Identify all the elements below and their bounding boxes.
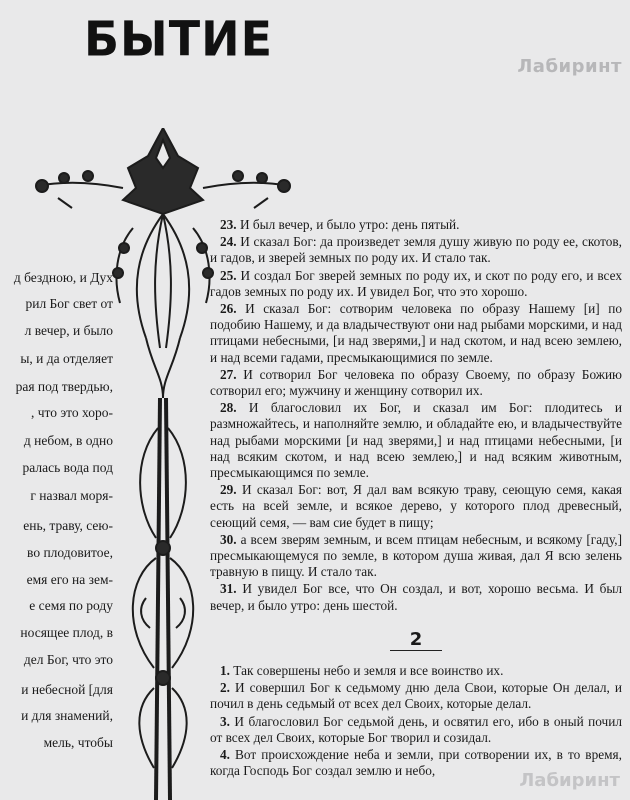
verse xyxy=(210,714,622,746)
watermark-logo-bottom: Лабиринт xyxy=(519,770,620,791)
verse-text: И создал Бог зверей земных по роду их, и скот по роду его, и всех гадов земных по роду их. И увидел Бог, что это хорошо. xyxy=(210,267,622,299)
verse-number: 23. xyxy=(220,217,237,232)
verse-number: 2. xyxy=(220,680,230,696)
verse-number: 31. xyxy=(220,581,237,597)
verse-text: И сказал Бог: да произведет земля душу живую по роду ее, скотов, и гадов, и зверей земных по роду их. И стало так. xyxy=(210,234,622,266)
left-column-line: и небесной [для xyxy=(21,682,113,697)
verse xyxy=(210,301,622,366)
verse-number: 30. xyxy=(220,531,237,547)
verse-number: 27. xyxy=(220,366,237,382)
left-column-line: ень, траву, сею- xyxy=(23,518,113,533)
verse-text: И сказал Бог: вот, Я дал вам всякую траву, сеющую семя, какая есть на всей земле, и всякое дерево, у которого плод древесный, сеющий семя, — вам сие будет в пищу; xyxy=(210,482,622,530)
verse-text: И совершил Бог к седьмому дню дела Свои, которые Он делал, и почил в день седьмый от всех дел Своих, которые делал. xyxy=(210,680,622,712)
verse xyxy=(210,268,622,300)
verse xyxy=(210,581,622,613)
verse-number: 4. xyxy=(220,747,230,763)
right-column-text xyxy=(210,217,622,781)
left-column-line: ралась вода под xyxy=(22,460,113,475)
left-column-line: г назвал моря- xyxy=(30,488,113,503)
verse xyxy=(210,680,622,712)
left-column-line: ы, и да отделяет xyxy=(20,351,113,366)
chapter-2-verses xyxy=(210,663,622,779)
verse-text: Вот происхождение неба и земли, при сотворении их, в то время, когда Господь Бог создал землю и небо, xyxy=(210,747,622,779)
verse-number: 3. xyxy=(220,713,230,729)
verse-number: 25. xyxy=(220,267,237,283)
left-column-line: рил Бог свет от xyxy=(25,296,113,311)
left-column-line: носящее плод, в xyxy=(20,625,113,640)
left-column-line: дел Бог, что это xyxy=(23,652,113,667)
left-column-line: мель, чтобы xyxy=(43,735,113,750)
left-column-line: д бездною, и Дух xyxy=(13,270,113,285)
verse xyxy=(210,367,622,399)
verse-number: 26. xyxy=(220,301,237,317)
watermark-logo: Лабиринт xyxy=(517,56,622,77)
verse xyxy=(210,532,622,581)
verse-number: 29. xyxy=(220,482,237,498)
left-column-line: во плодовитое, xyxy=(27,545,113,560)
verse xyxy=(210,400,622,481)
verse xyxy=(210,217,622,233)
left-column-line: л вечер, и было xyxy=(24,323,113,338)
verse-text: И сказал Бог: сотворим человека по образу Нашему [и] по подобию Нашему, и да владычествуют они над рыбами морскими, и над птицами небесными, [и над зверями,] и над скотом, и над всею землею, и над всеми гадами, пресмыкающимися по земле. xyxy=(210,301,622,365)
chapter-1-verses xyxy=(210,217,622,614)
left-column-line: е семя по роду xyxy=(29,598,113,613)
left-column-line: , что это хоро- xyxy=(30,405,113,420)
left-column-line: емя его на зем- xyxy=(26,572,113,587)
verse xyxy=(210,663,622,679)
verse xyxy=(210,234,622,266)
verse-text: И благословил их Бог, и сказал им Бог: плодитесь и размножайтесь, и наполняйте землю, и обладайте ею, и владычествуйте над рыбами морскими [и над зверями,] и над птицами небесными, [и над всяким скотом, и над всею землею,] и над всяким животным, пресмыкающимся по земле. xyxy=(210,400,622,481)
left-column-line: д небом, в одно xyxy=(23,433,113,448)
chapter-2-heading: 2 xyxy=(390,632,443,651)
chapter-heading-wrap xyxy=(210,628,622,651)
verse-text: Так совершены небо и земля и все воинство их. xyxy=(229,663,504,679)
verse-number: 1. xyxy=(220,663,230,679)
left-column-line: рая под твердью, xyxy=(15,379,113,394)
verse xyxy=(210,482,622,531)
verse-text: И благословил Бог седьмой день, и освятил его, ибо в оный почил от всех дел Своих, которые Бог творил и созидал. xyxy=(210,713,622,745)
left-column-line: и для знамений, xyxy=(21,708,113,723)
verse-text: а всем зверям земным, и всем птицам небесным, и всякому [гаду,] пресмыкающемуся по земле, в котором душа живая, дал Я всю зелень травную в пищу. И стало так. xyxy=(210,531,622,580)
verse-number: 28. xyxy=(220,400,237,416)
verse-text: И был вечер, и было утро: день пятый. xyxy=(236,217,460,232)
verse-text: И сотворил Бог человека по образу Своему, по образу Божию сотворил его; мужчину и женщину сотворил их. xyxy=(210,366,622,399)
verse-number: 24. xyxy=(220,234,237,250)
book-title: БЫТИЕ xyxy=(84,10,274,68)
verse-text: И увидел Бог все, что Он создал, и вот, хорошо весьма. И был вечер, и было утро: день шестой. xyxy=(210,581,622,613)
